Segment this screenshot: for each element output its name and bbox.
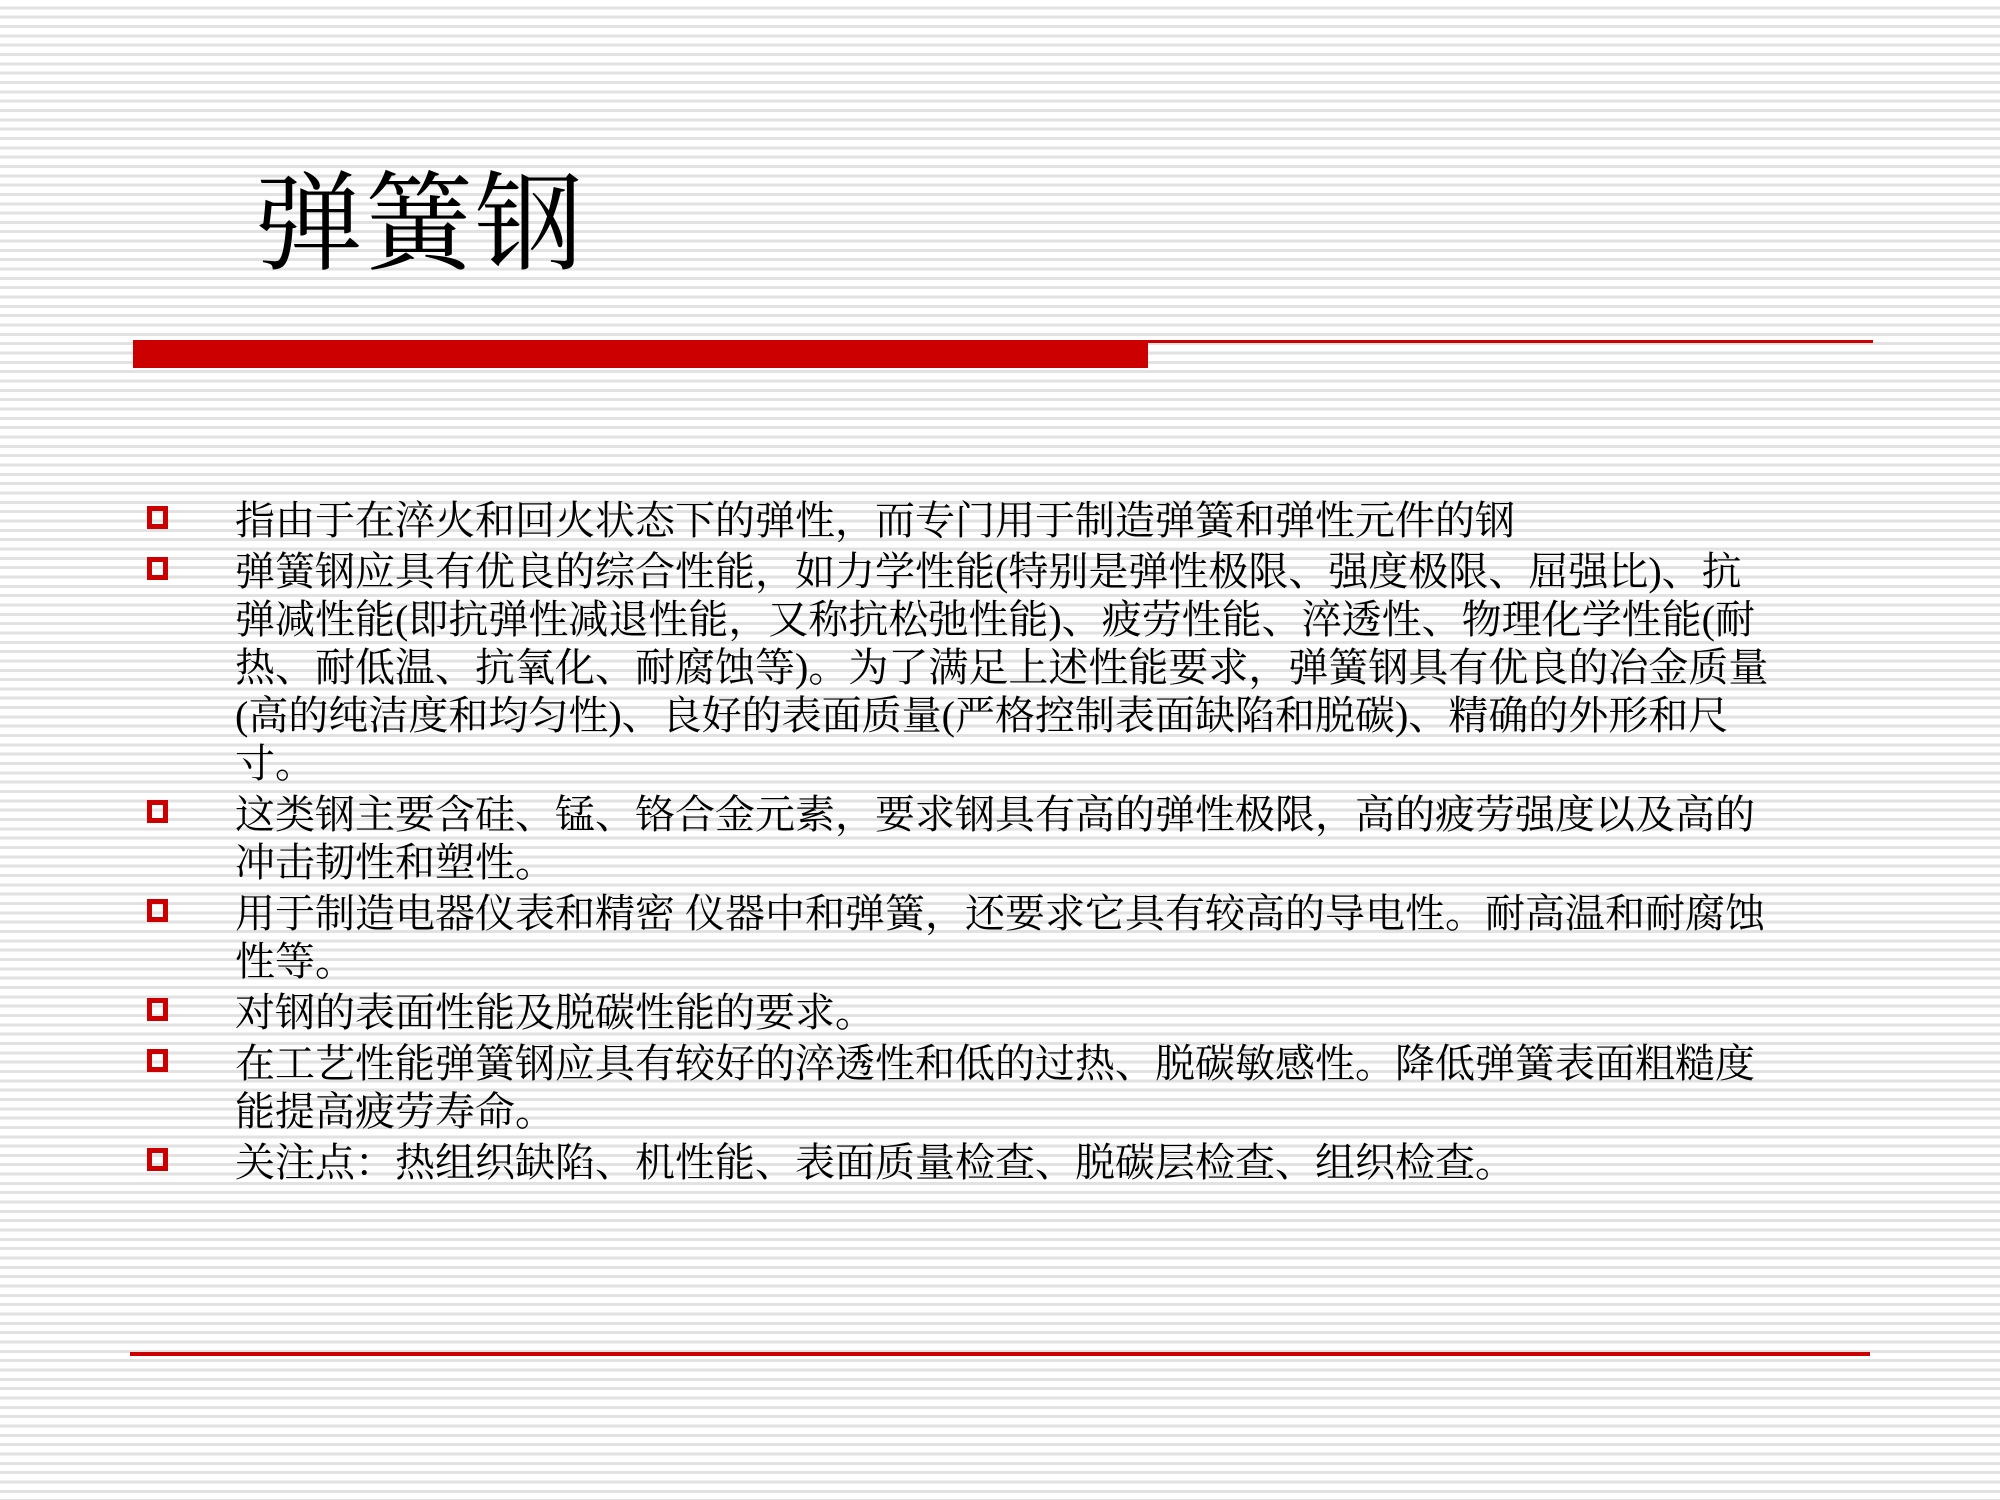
bullet-square-icon bbox=[147, 557, 168, 580]
list-item bbox=[147, 1040, 1775, 1136]
bullet-text: 关注点：热组织缺陷、机性能、表面质量检查、脱碳层检查、组织检查。 bbox=[235, 1140, 1515, 1185]
bullet-text: 用于制造电器仪表和精密 仪器中和弹簧，还要求它具有较高的导电性。耐高温和耐腐蚀性等。 bbox=[235, 891, 1765, 984]
bullet-square-icon bbox=[147, 1148, 168, 1171]
list-item bbox=[147, 989, 1775, 1037]
title-underline bbox=[133, 340, 1873, 368]
list-item bbox=[147, 791, 1775, 887]
page-title: 弹簧钢 bbox=[255, 166, 586, 285]
title-underline-bar bbox=[133, 340, 1148, 368]
bullet-square-icon bbox=[147, 506, 168, 529]
list-item bbox=[147, 890, 1775, 986]
bullet-text: 弹簧钢应具有优良的综合性能，如力学性能(特别是弹性极限、强度极限、屈强比)、抗弹减性能(即抗弹性减退性能，又称抗松弛性能)、疲劳性能、淬透性、物理化学性能(耐热、耐低温、抗氧化、耐腐蚀等)。为了满足上述性能要求，弹簧钢具有优良的冶金质量(高的纯洁度和均匀性)、良好的表面质量(严格控制表面缺陷和脱碳)、精确的外形和尺寸。 bbox=[235, 549, 1769, 786]
bullet-square-icon bbox=[147, 998, 168, 1021]
bullet-square-icon bbox=[147, 800, 168, 823]
list-item bbox=[147, 1139, 1775, 1187]
bullet-text: 在工艺性能弹簧钢应具有较好的淬透性和低的过热、脱碳敏感性。降低弹簧表面粗糙度能提高疲劳寿命。 bbox=[235, 1041, 1755, 1134]
bullet-text: 对钢的表面性能及脱碳性能的要求。 bbox=[235, 990, 875, 1035]
bullet-list bbox=[147, 497, 1775, 1190]
footer-divider-line bbox=[130, 1352, 1870, 1356]
list-item bbox=[147, 548, 1775, 788]
bullet-text: 指由于在淬火和回火状态下的弹性，而专门用于制造弹簧和弹性元件的钢 bbox=[235, 498, 1515, 543]
list-item bbox=[147, 497, 1775, 545]
bullet-square-icon bbox=[147, 899, 168, 922]
bullet-square-icon bbox=[147, 1049, 168, 1072]
bullet-text: 这类钢主要含硅、锰、铬合金元素，要求钢具有高的弹性极限，高的疲劳强度以及高的冲击韧性和塑性。 bbox=[235, 792, 1755, 885]
